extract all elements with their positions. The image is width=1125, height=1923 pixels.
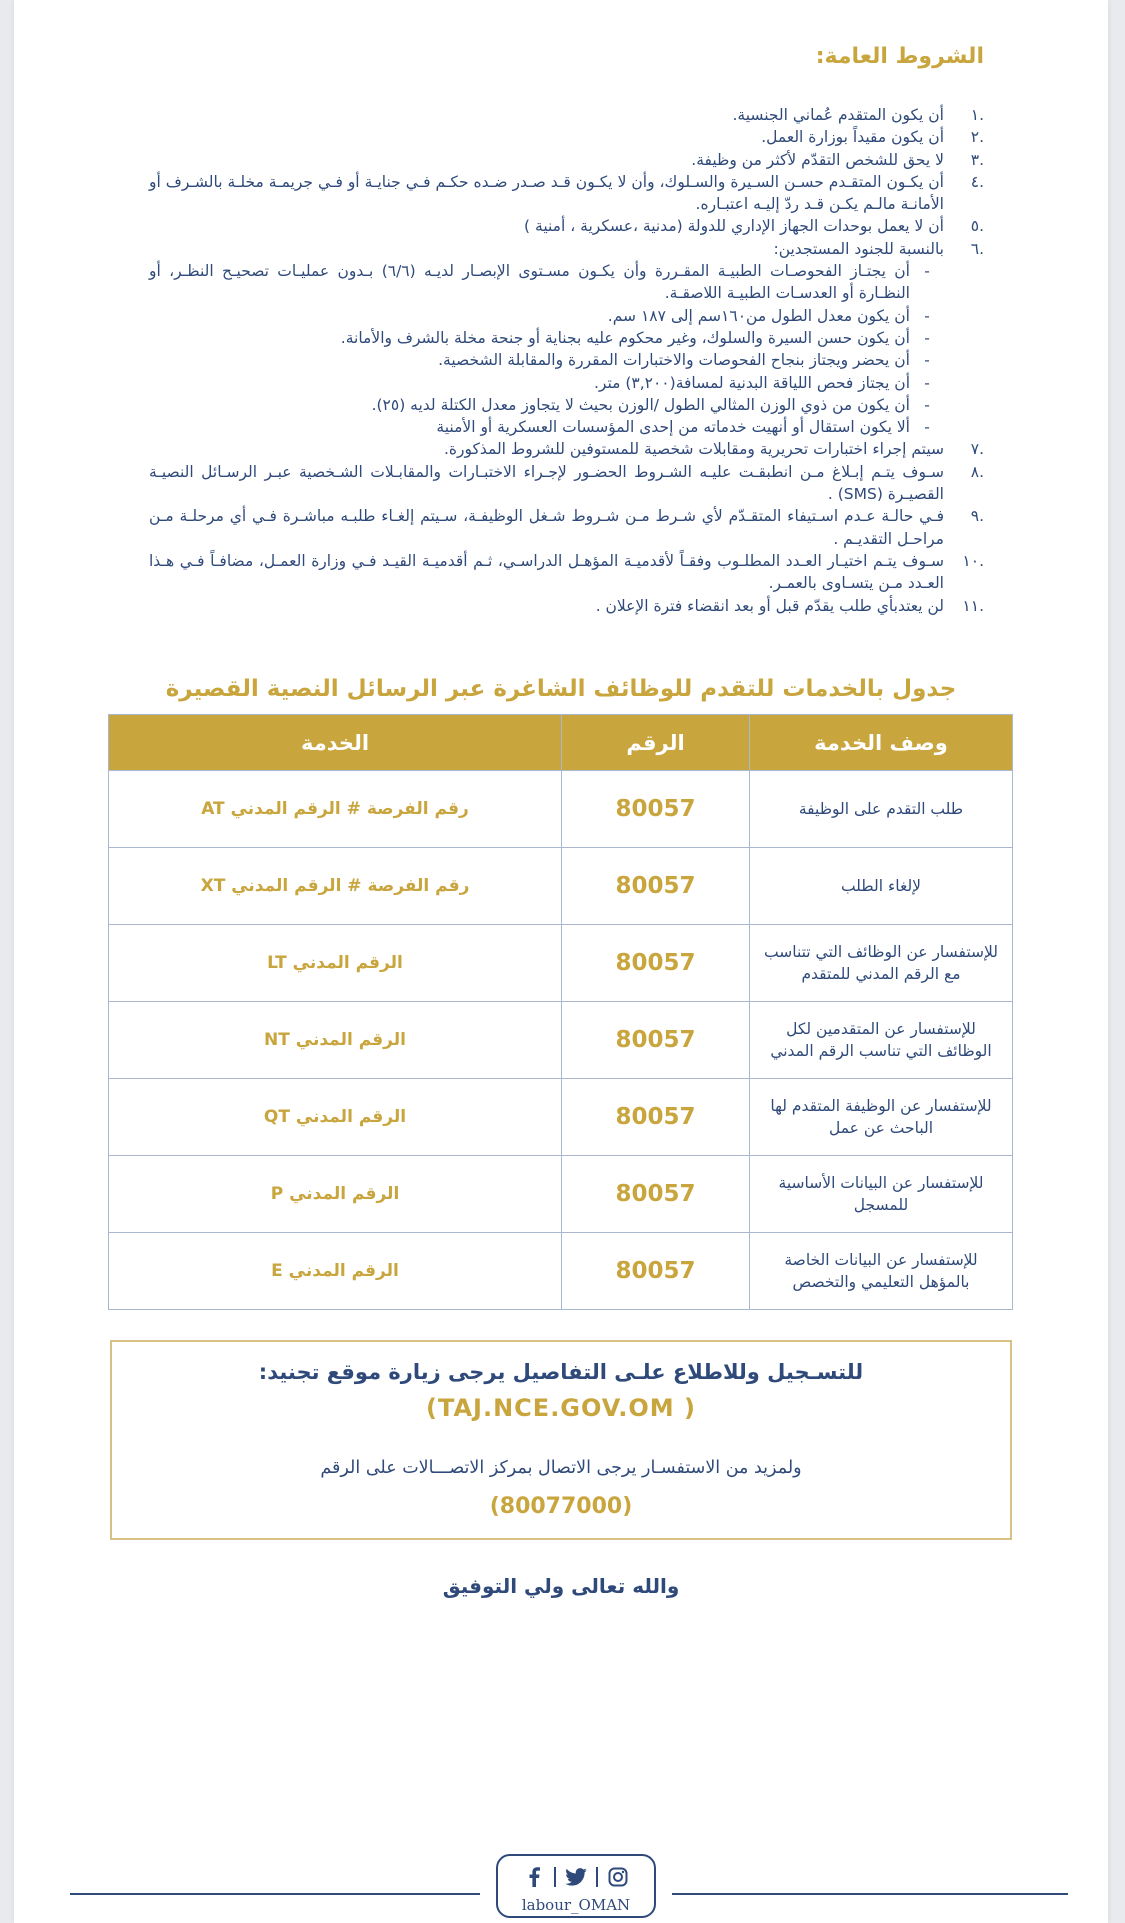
recruit-condition: - أن يحضر ويجتاز بنجاح الفحوصات والاختبارات المقررة والمقابلة الشخصية. — [438, 351, 930, 370]
table-row — [109, 1002, 1013, 1079]
social-handle[interactable]: labour_OMAN — [521, 1896, 631, 1914]
recruit-condition: - أن يجتاز فحص اللياقة البدنية لمسافة(٣,٢٠٠) متر. — [593, 373, 930, 392]
term-item: .٣ لا يحق للشخص التقدّم لأكثر من وظيفة. — [691, 150, 984, 169]
row-description: لإلغاء الطلب — [750, 848, 1013, 925]
instagram-icon[interactable] — [604, 1865, 632, 1889]
inquiry-instructions: ولمزيد من الاستفسـار يرجى الاتصال بمركز الاتصـــالات على الرقم — [320, 1458, 802, 1478]
row-number: 80057 — [562, 1156, 750, 1233]
facebook-icon[interactable] — [520, 1865, 548, 1889]
term-item: .٩ فـي حالـة عـدم اسـتيفاء المتقـدّم لأي شـرط مـن شـروط شـغل الوظيفـة، سـيتم إلغـاء طلبـه مباشـرة فـي أي مرحلـة مـن مراحـل التقديـم . — [149, 507, 984, 548]
row-number: 80057 — [562, 1079, 750, 1156]
general-terms-title: الشروط العامة: — [815, 44, 984, 69]
services-table-title: جدول بالخدمات للتقدم للوظائف الشاغرة عبر الرسائل النصية القصيرة — [165, 676, 957, 702]
closing-phrase: والله تعالى ولي التوفيق — [442, 1574, 680, 1598]
contact-info-box — [110, 1340, 1012, 1540]
table-row — [109, 925, 1013, 1002]
term-item: .١ أن يكون المتقدم عُماني الجنسية. — [732, 106, 984, 124]
term-item: .٢ أن يكون مقيداً بوزارة العمل. — [761, 128, 984, 147]
row-description: طلب التقدم على الوظيفة — [750, 771, 1013, 848]
general-terms-list — [149, 104, 984, 617]
header-number: الرقم — [562, 715, 750, 771]
term-item: .١١ لن يعتدبأي طلب يقدّم قبل أو بعد انقضاء فترة الإعلان . — [595, 596, 984, 615]
header-description: وصف الخدمة — [750, 715, 1013, 771]
term-item: .١٠ سـوف يتـم اختيـار العـدد المطلـوب وفقـاً لأقدميـة المؤهـل الدراسـي، ثـم أقدميـة القيـد فـي وزارة العمـل، مضافـاً فـي هـذا العـدد مـن يتسـاوى بالعمـر. — [149, 551, 984, 593]
row-number: 80057 — [562, 925, 750, 1002]
term-item: .٥ أن لا يعمل بوحدات الجهاز الإداري للدولة (مدنية ،عسكرية ، أمنية ) — [524, 217, 984, 236]
table-row — [109, 771, 1013, 848]
row-service: الرقم المدني E — [109, 1233, 562, 1310]
twitter-icon[interactable] — [562, 1865, 590, 1889]
row-description: للإستفسار عن المتقدمين لكل الوظائف التي تناسب الرقم المدني — [750, 1002, 1013, 1079]
call-center-phone[interactable]: (80077000) — [489, 1494, 633, 1519]
table-row — [109, 1156, 1013, 1233]
row-service: الرقم المدني LT — [109, 925, 562, 1002]
social-icons — [498, 1865, 654, 1889]
row-number: 80057 — [562, 848, 750, 925]
recruit-condition: - أن يكون حسن السيرة والسلوك، وغير محكوم عليه بجناية أو جنحة مخلة بالشرف والأمانة. — [340, 328, 930, 347]
term-item: .٤ أن يكـون المتقـدم حسـن السـيرة والسـلوك، وأن لا يكـون قـد صـدر ضـده حكـم فـي جنايـة أو فـي جريمـة مخلـة بالشـرف أو الأمانـة مالـم يكـن قـد ردّ إليـه اعتبـاره. — [149, 172, 984, 214]
row-number: 80057 — [562, 771, 750, 848]
header-service: الخدمة — [109, 715, 562, 771]
footer-divider-right — [672, 1893, 1068, 1895]
term-item: .٧ سيتم إجراء اختبارات تحريرية ومقابلات شخصية للمستوفين للشروط المذكورة. — [443, 440, 984, 459]
recruit-condition: - ألا يكون استقال أو أنهيت خدماته من إحدى المؤسسات العسكرية أو الأمنية — [436, 418, 930, 437]
services-table — [108, 714, 1013, 1310]
recruit-condition: - أن يكون معدل الطول من١٦٠سم إلى ١٨٧ سم. — [607, 306, 930, 325]
document-page — [14, 0, 1108, 1923]
website-link[interactable]: (TAJ.NCE.GOV.OM ) — [426, 1394, 696, 1422]
row-description: للإستفسار عن البيانات الأساسية للمسجل — [750, 1156, 1013, 1233]
row-number: 80057 — [562, 1233, 750, 1310]
register-instructions: للتسـجيل وللاطلاع علـى التفاصيل يرجى زيارة موقع تجنيد: — [258, 1360, 864, 1384]
row-service: الرقم المدني NT — [109, 1002, 562, 1079]
row-description: للإستفسار عن البيانات الخاصة بالمؤهل التعليمي والتخصص — [750, 1233, 1013, 1310]
row-number: 80057 — [562, 1002, 750, 1079]
row-service: الرقم المدني QT — [109, 1079, 562, 1156]
table-row — [109, 1079, 1013, 1156]
row-service: رقم الفرصة # الرقم المدني XT — [109, 848, 562, 925]
row-service: رقم الفرصة # الرقم المدني AT — [109, 771, 562, 848]
table-header-row — [109, 715, 1013, 771]
row-service: الرقم المدني P — [109, 1156, 562, 1233]
table-row — [109, 848, 1013, 925]
recruit-condition: - أن يجتـاز الفحوصـات الطبيـة المقـررة وأن يكـون مسـتوى الإبصـار لديـه (٦/٦) بـدون عمليـات تصحيـح النظـر، أو النظـارة أو العدسـات الطبيـة اللاصقـة. — [149, 262, 930, 303]
row-description: للإستفسار عن الوظائف التي تتناسب مع الرقم المدني للمتقدم — [750, 925, 1013, 1002]
term-item: .٨ سـوف يتـم إبـلاغ مـن انطبقـت عليـه الشـروط الحضـور لإجـراء الاختبـارات والمقابـلات الشـخصية عبـر الرسـائل النصيـة القصيـرة (SMS) . — [149, 462, 984, 504]
footer-divider-left — [70, 1893, 480, 1895]
table-row — [109, 1233, 1013, 1310]
recruit-condition: - أن يكون من ذوي الوزن المثالي الطول /الوزن بحيث لا يتجاوز معدل الكتلة لديه (٢٥). — [371, 395, 930, 414]
social-media-badge — [496, 1854, 656, 1918]
term-item: .٦ بالنسبة للجنود المستجدين: — [773, 239, 984, 258]
row-description: للإستفسار عن الوظيفة المتقدم لها الباحث عن عمل — [750, 1079, 1013, 1156]
